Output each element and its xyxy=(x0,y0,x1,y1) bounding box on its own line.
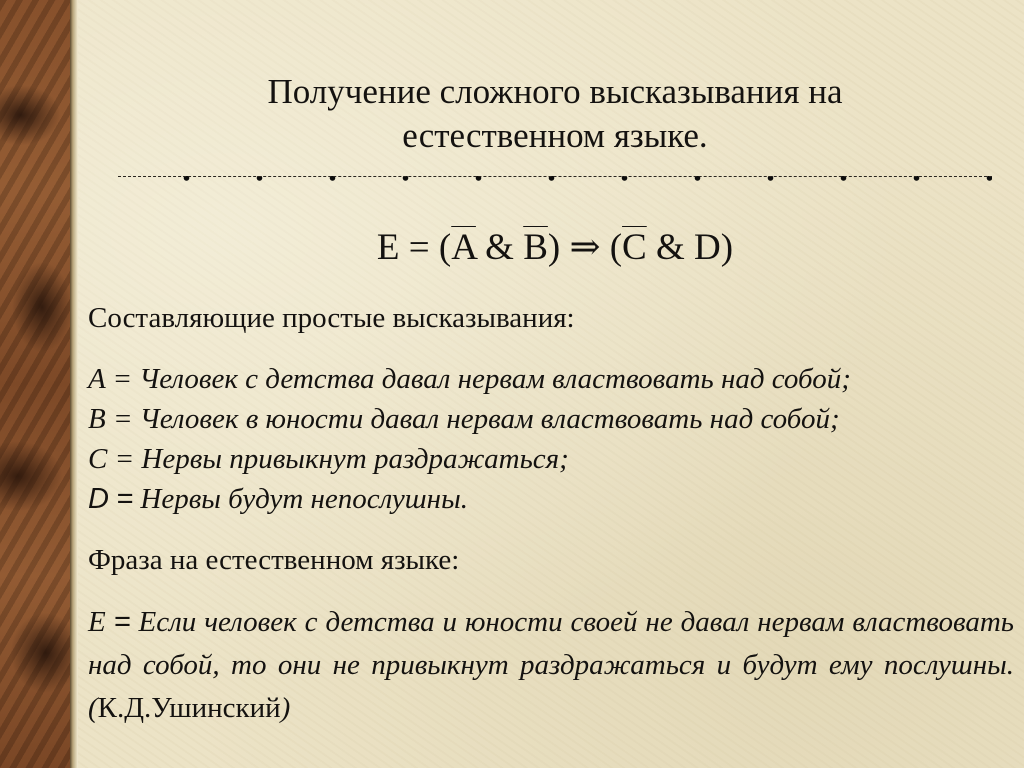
definition-equals: = xyxy=(112,363,133,395)
definition-b xyxy=(88,399,1018,439)
formula-b-negated: $\overline{B}$ xyxy=(523,227,548,268)
definition-text: Нервы будут непослушны. xyxy=(140,483,468,515)
definition-c xyxy=(88,439,1018,479)
phrase-equals: = xyxy=(113,606,131,638)
formula-open-paren-2: ( xyxy=(609,227,623,268)
definition-d xyxy=(88,479,1018,519)
phrase-heading: Фраза на естественном языке: xyxy=(88,544,460,576)
side-strip-edge xyxy=(70,0,78,768)
definition-text: Человек в юности давал нервам властвовать над собой; xyxy=(139,403,840,435)
dotted-divider xyxy=(118,176,992,193)
definition-var: A xyxy=(88,363,106,395)
formula-d: D xyxy=(694,227,721,268)
phrase-author: К.Д.Ушинский xyxy=(97,692,281,724)
formula-and-2: & xyxy=(655,227,685,268)
definition-equals: = xyxy=(114,443,135,475)
implies-icon: ⇒ xyxy=(569,227,601,268)
logic-formula xyxy=(110,222,1000,274)
formula-c-negated: $\overline{C}$ xyxy=(622,227,647,268)
formula-open-paren: ( xyxy=(438,227,452,268)
definition-var: B xyxy=(88,403,106,435)
formula-and: & xyxy=(485,227,514,268)
definition-var: C xyxy=(88,443,108,475)
formula-close-paren-2: ) xyxy=(720,227,734,268)
definition-equals: = xyxy=(116,483,134,515)
definition-var: D xyxy=(88,483,109,515)
definition-a xyxy=(88,359,1018,399)
formula-equals: = xyxy=(408,227,430,268)
slide-title xyxy=(110,70,1000,158)
formula-a-negated: $\overline{A}$ xyxy=(451,227,476,268)
definition-equals: = xyxy=(112,403,133,435)
definitions-list xyxy=(88,359,1018,519)
formula-close-paren: ) xyxy=(547,227,561,268)
formula-e: E xyxy=(376,227,400,268)
natural-language-phrase xyxy=(88,601,1014,730)
definition-text: Нервы привыкнут раздражаться; xyxy=(141,443,569,475)
definition-text: Человек с детства давал нервам властвовать над собой; xyxy=(139,363,851,395)
components-heading: Составляющие простые высказывания: xyxy=(88,302,575,334)
phrase-var: E xyxy=(88,606,106,638)
title-line-1: Получение сложного высказывания на xyxy=(267,72,843,111)
decorative-side-strip xyxy=(0,0,70,768)
phrase-close-paren: ) xyxy=(280,692,291,724)
title-line-2: естественном языке. xyxy=(402,116,708,155)
phrase-text: Если человек с детства и юности своей не давал нервам властвовать над собой, то они не привыкнут раздражаться и будут ему послушны. ( xyxy=(88,606,1014,724)
